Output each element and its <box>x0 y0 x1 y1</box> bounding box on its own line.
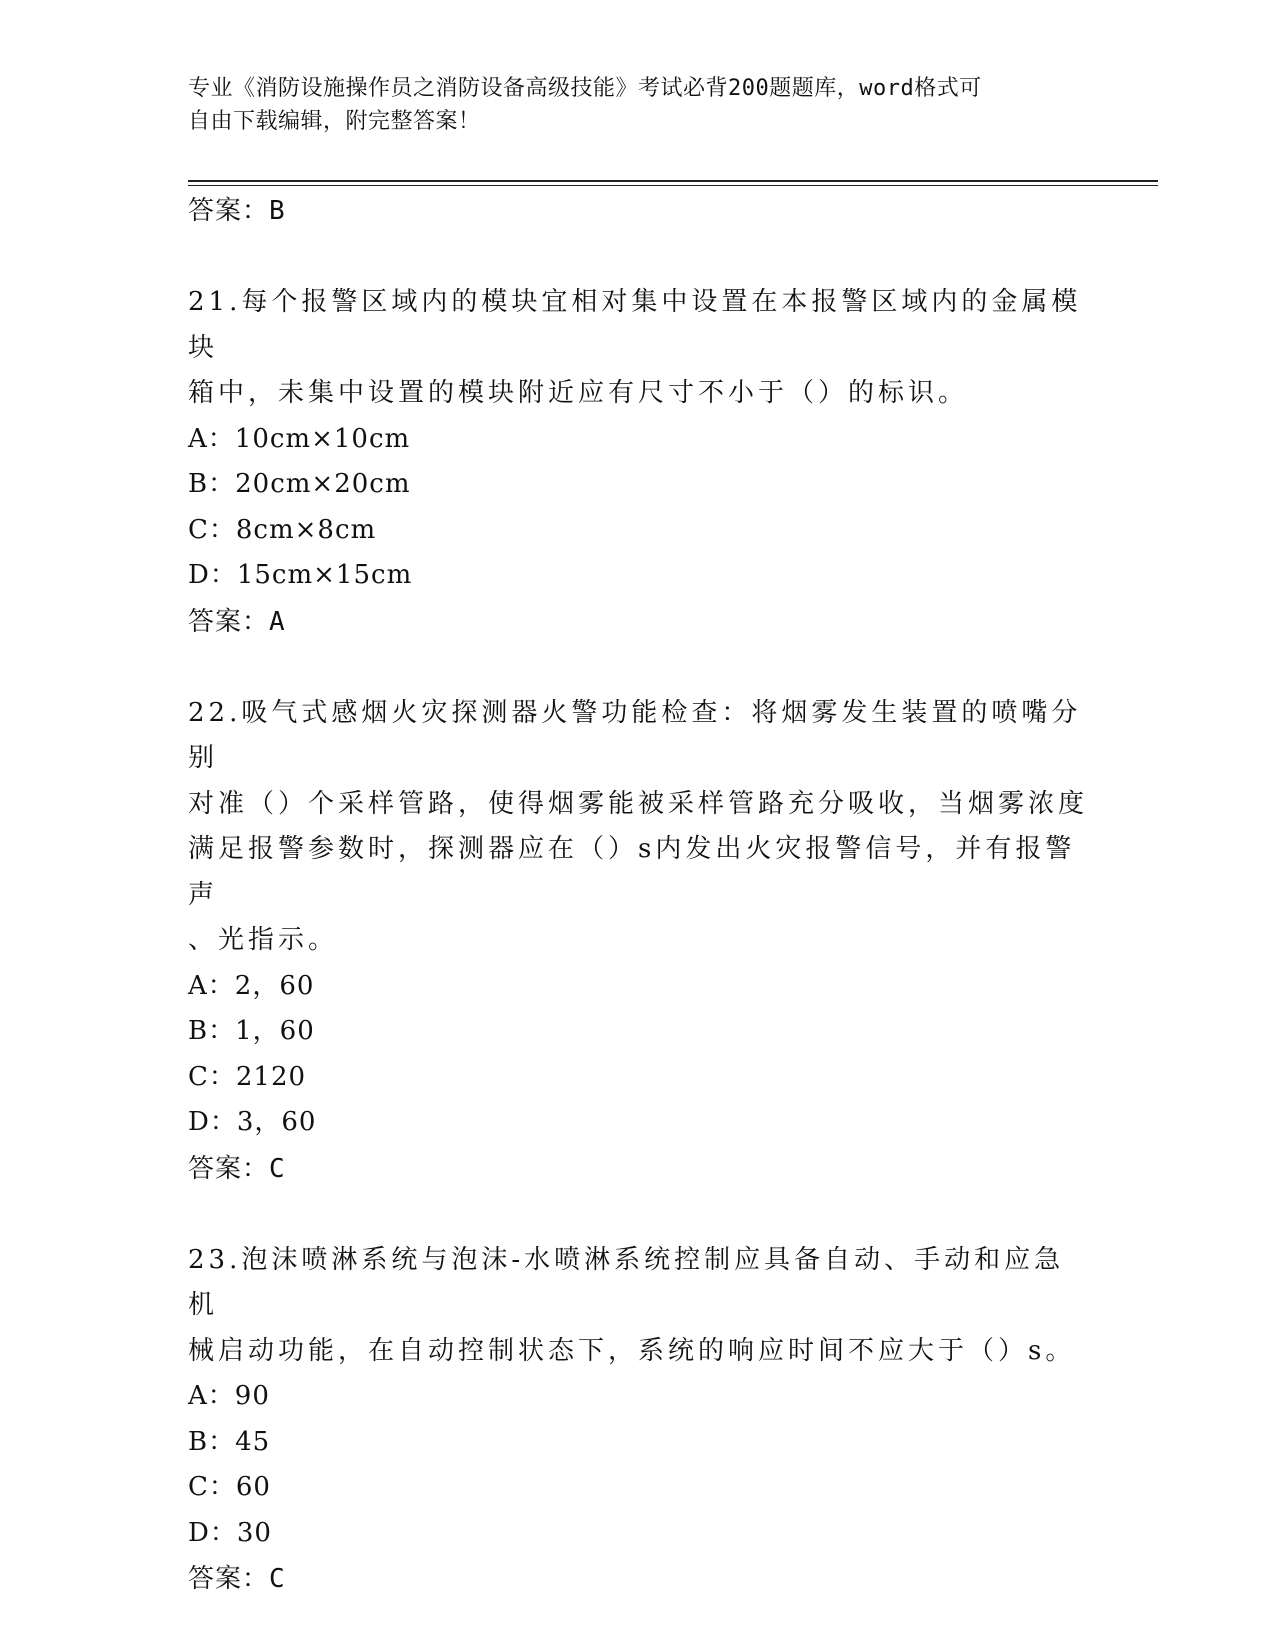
header-line-1: 专业《消防设施操作员之消防设备高级技能》考试必背200题题库，word格式可 <box>188 76 982 101</box>
option-c: C：8cm×8cm <box>188 514 377 545</box>
stem-line: 23.泡沫喷淋系统与泡沫-水喷淋系统控制应具备自动、手动和应急机 <box>188 1244 1065 1320</box>
header-divider-thick <box>188 180 1158 182</box>
document-header <box>188 72 1068 138</box>
stem-line: 箱中，未集中设置的模块附近应有尺寸不小于（）的标识。 <box>188 378 969 408</box>
option-d: D：30 <box>188 1517 272 1548</box>
option-b: B：1，60 <box>188 1016 315 1046</box>
answer-line: 答案：C <box>188 1564 286 1594</box>
stem-line: 21.每个报警区域内的模块宜相对集中设置在本报警区域内的金属模块 <box>188 287 1082 363</box>
stem-line: 对准（）个采样管路，使得烟雾能被采样管路充分吸收，当烟雾浓度 <box>188 788 1089 819</box>
option-a: A：10cm×10cm <box>188 423 411 454</box>
question-23 <box>188 1238 1088 1603</box>
header-line-2: 自由下载编辑，附完整答案！ <box>188 109 481 134</box>
stem-line: 满足报警参数时，探测器应在（）s内发出火灾报警信号，并有报警声 <box>188 834 1076 910</box>
previous-answer: 答案：B <box>188 196 286 226</box>
question-stem <box>188 691 1088 964</box>
option-a: A：2，60 <box>188 970 315 1001</box>
question-22 <box>188 691 1088 1192</box>
answer-line: 答案：C <box>188 1153 286 1184</box>
question-stem <box>188 1238 1088 1375</box>
option-b: B：20cm×20cm <box>188 469 411 499</box>
answer-line: 答案：A <box>188 606 286 637</box>
stem-line: 22.吸气式感烟火灾探测器火警功能检查：将烟雾发生装置的喷嘴分别 <box>188 697 1082 773</box>
option-a: A：90 <box>188 1381 270 1411</box>
stem-line: 、光指示。 <box>188 925 339 955</box>
option-b: B：45 <box>188 1426 271 1457</box>
option-c: C：60 <box>188 1472 271 1502</box>
document-body <box>188 188 1088 1602</box>
header-divider-thin <box>188 185 1158 186</box>
question-21 <box>188 280 1088 645</box>
option-d: D：3，60 <box>188 1107 317 1137</box>
stem-line: 械启动功能，在自动控制状态下，系统的响应时间不应大于（）s。 <box>188 1335 1076 1366</box>
option-c: C：2120 <box>188 1061 307 1092</box>
question-stem <box>188 280 1088 417</box>
option-d: D：15cm×15cm <box>188 560 413 590</box>
